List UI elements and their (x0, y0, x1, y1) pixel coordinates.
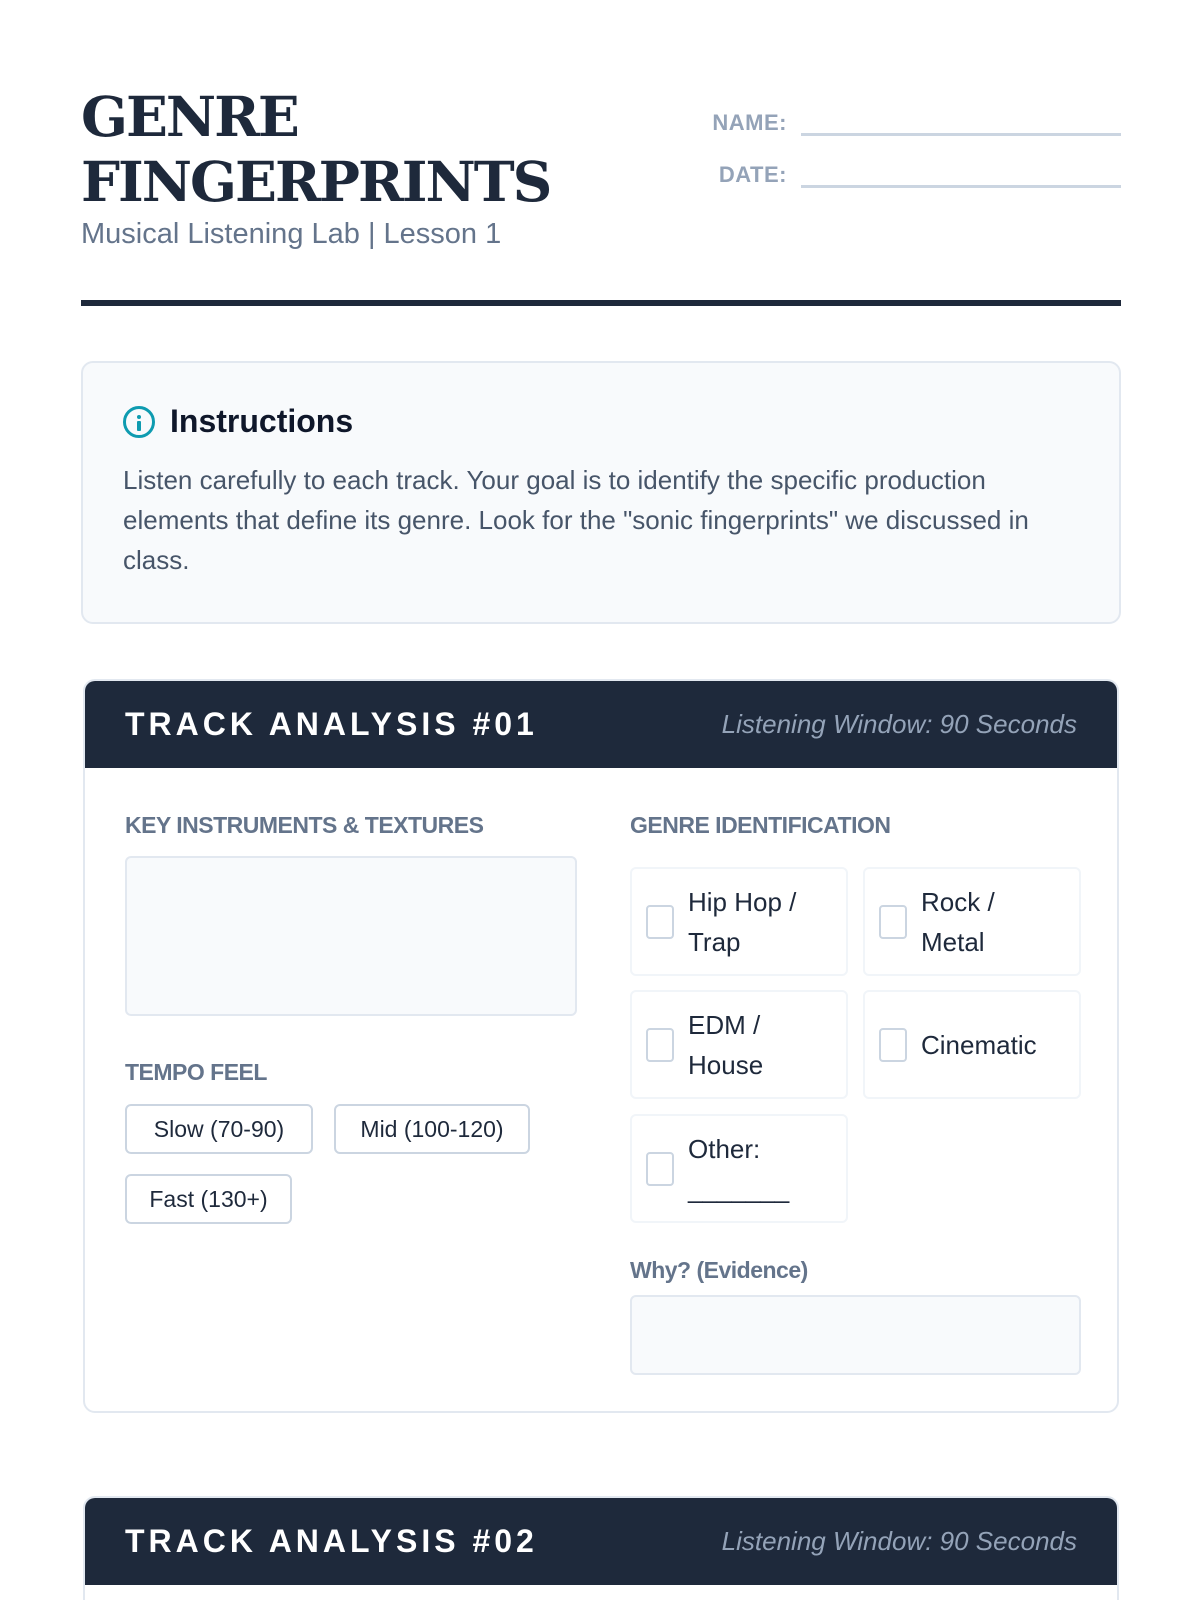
genre-option-label: Cinematic (921, 1029, 1037, 1060)
tempo-label: TEMPO FEEL (125, 1059, 267, 1085)
listening-window: Listening Window: 90 Seconds (721, 1526, 1077, 1556)
tempo-option-fast[interactable]: Fast (130+) (125, 1174, 292, 1224)
genre-option-line: Rock / (921, 886, 995, 917)
instructions-text: Listen carefully to each track. Your goal is to identify the specific production elements that define its genre. Look for the "sonic fingerprints" we discussed in class. (123, 465, 1029, 575)
page-subtitle: Musical Listening Lab | Lesson 1 (81, 218, 502, 250)
track-card-body (85, 768, 1117, 1413)
track-card-1 (83, 679, 1119, 1413)
track-card-2 (83, 1496, 1119, 1600)
genre-option-other[interactable] (630, 1114, 848, 1223)
date-row (701, 136, 1121, 188)
genre-option-rock[interactable] (863, 867, 1081, 976)
checkbox[interactable] (879, 1028, 907, 1062)
page-title-line-1: GENRE (81, 84, 298, 149)
checkbox[interactable] (646, 905, 674, 939)
genre-option-label (921, 882, 995, 962)
genre-option-line: House (688, 1049, 764, 1080)
worksheet-header (81, 0, 1121, 308)
page-title (81, 84, 550, 214)
name-label: NAME: (712, 110, 787, 135)
track-title: TRACK ANALYSIS #02 (125, 1523, 538, 1559)
listening-window: Listening Window: 90 Seconds (721, 709, 1077, 739)
instructions-heading (123, 403, 1079, 440)
genre-option-line: _______ (688, 1173, 790, 1204)
genre-label: GENRE IDENTIFICATION (630, 812, 891, 838)
instructions-panel (81, 361, 1121, 624)
genre-option-cinematic[interactable] (863, 990, 1081, 1099)
name-field[interactable] (801, 102, 1121, 136)
checkbox[interactable] (646, 1028, 674, 1062)
page-title-line-2: FINGERPRINTS (81, 149, 551, 214)
checkbox[interactable] (879, 905, 907, 939)
tempo-option-slow[interactable]: Slow (70-90) (125, 1104, 313, 1154)
header-divider (81, 300, 1121, 306)
name-row (701, 84, 1121, 136)
genre-option-line: EDM / (688, 1009, 761, 1040)
genre-option-hiphop[interactable] (630, 867, 848, 976)
genre-option-line: Trap (688, 926, 741, 957)
genre-option-edm[interactable] (630, 990, 848, 1099)
genre-option-label (688, 1129, 789, 1209)
evidence-textarea[interactable] (630, 1295, 1081, 1375)
info-icon (123, 406, 155, 438)
date-label: DATE: (718, 162, 787, 187)
student-info (701, 84, 1121, 188)
genre-option-label (688, 1005, 763, 1085)
date-field[interactable] (801, 154, 1121, 188)
evidence-label: Why? (Evidence) (630, 1257, 808, 1283)
instruments-textarea[interactable] (125, 856, 577, 1016)
genre-option-label (688, 882, 796, 962)
track-title: TRACK ANALYSIS #01 (125, 706, 538, 742)
checkbox[interactable] (646, 1152, 674, 1186)
genre-option-line: Other: (688, 1133, 761, 1164)
tempo-option-mid[interactable]: Mid (100-120) (334, 1104, 530, 1154)
track-card-header (85, 681, 1117, 768)
worksheet-page (81, 0, 1121, 1559)
genre-option-line: Metal (921, 926, 985, 957)
instructions-title: Instructions (170, 403, 354, 439)
instruments-label: KEY INSTRUMENTS & TEXTURES (125, 812, 484, 838)
genre-option-line: Hip Hop / (688, 886, 797, 917)
track-card-header (85, 1498, 1117, 1585)
